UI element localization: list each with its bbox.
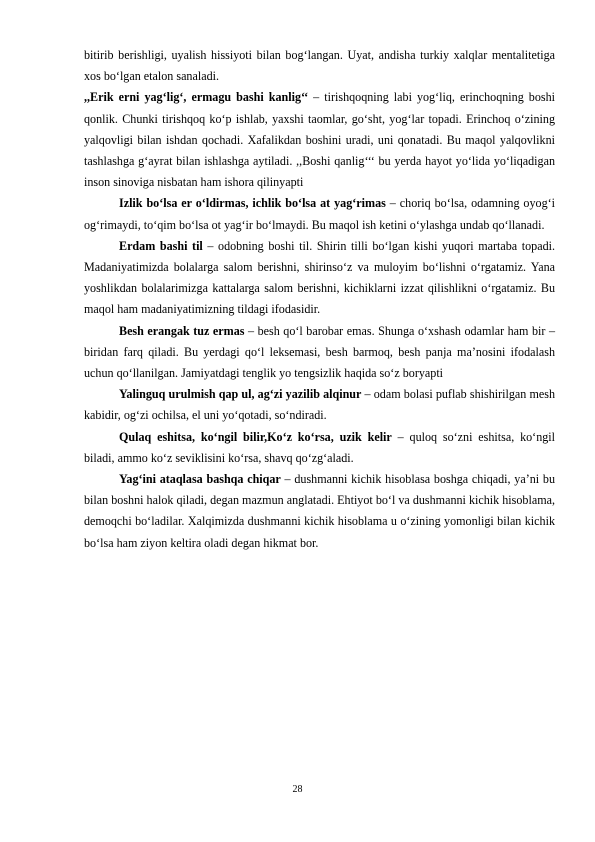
- page-number: 28: [292, 784, 303, 795]
- proverb-term: Yag‘ini ataqlasa bashqa chiqar: [119, 472, 281, 487]
- proverb-term: Besh erangak tuz ermas: [119, 323, 245, 338]
- proverb-term: Yalinguq urulmish qap ul, ag‘zi yazilib alqinur: [119, 387, 362, 402]
- proverb-explanation: – tirishqoqning labi yog‘liq, erinchoqning boshi qonlik. Chunki tirishqoq ko‘p ishlab, yaxshi taomlar, go‘sht, yog‘lar topadi. Erinchoq o‘zining yalqovligi bilan ishdan qochadi. Xafalikdan boshini uradi, uni qonatadi. Bu maqol yalqovlikni tashlashga g‘ayrat bilan ishlashga aytiladi. ,,Boshi qanlig‘‘‘ bu yerda hayot yo‘lida yo‘liqadigan inson sinoviga nisbatan ham ishora qilinyapti: [84, 90, 555, 190]
- paragraph-text: bitirib berishligi, uyalish hissiyoti bilan bog‘langan. Uyat, andisha turkiy xalqlar mentalitetiga xos bo‘lgan etalon sanaladi.: [84, 48, 555, 84]
- proverb-term: ,,Erik erni yag‘lig‘, ermagu bashi kanlig‘‘: [84, 90, 309, 105]
- proverb-explanation: – besh qo‘l barobar emas. Shunga o‘xshash odamlar ham bir – biridan farq qiladi. Bu yerdagi qo‘l leksemasi, besh barmoq, besh panja ma’nosini ifodalash uchun qo‘llanilgan. Jamiyatdagi tenglik yo tengsizlik haqida so‘z boryapti: [84, 323, 555, 381]
- proverb-term: Qulaq eshitsa, ko‘ngil bilir,Ko‘z ko‘rsa, uzik kelir: [119, 429, 392, 444]
- proverb-explanation: – dushmanni kichik hisoblasa boshga chiqadi, ya’ni bu bilan boshni halok qiladi, degan mazmun anglatadi. Ehtiyot bo‘l va dushmanni kichik hisoblama, demoqchi bo‘ladilar. Xalqimizda dushmanni kichik hisoblama u o‘zining yomonligi bilan kichik bo‘lsa ham ziyon keltira oladi degan hikmat bor.: [84, 472, 555, 550]
- paragraph-proverb-izlik: [84, 193, 555, 235]
- paragraph-proverb-besh: [84, 321, 555, 385]
- paragraph-proverb-erdam: [84, 236, 555, 321]
- proverb-explanation: – odobning boshi til. Shirin tilli bo‘lgan kishi yuqori martaba topadi. Madaniyatimizda bolalarga salom berishni, shirinso‘z va muloyim bo‘lishni o‘rgatamiz. Yana yoshlikdan bolalarimizga kattalarga salom berishni, kichiklarni izzat qilishlikni o‘rgatamiz. Bu maqol ham madaniyatimizning tildagi ifodasidir.: [84, 238, 555, 317]
- proverb-explanation: – quloq so‘zni eshitsa, ko‘ngil biladi, ammo ko‘z seviklisini ko‘rsa, shavq qo‘zg‘aladi.: [84, 429, 556, 465]
- paragraph-proverb-qulaq: [84, 427, 555, 469]
- document-page: [84, 45, 555, 554]
- paragraph-proverb-yagini: [84, 469, 555, 554]
- proverb-explanation: – choriq bo‘lsa, odamning oyog‘i og‘rimaydi, to‘qim bo‘lsa ot yag‘ir bo‘lmaydi. Bu maqol ish ketini o‘ylashga undab qo‘llanadi.: [84, 196, 555, 232]
- paragraph-proverb-yalinguq: [84, 384, 555, 426]
- proverb-explanation: – odam bolasi puflab shishirilgan mesh kabidir, og‘zi ochilsa, el uni yo‘qotadi, so‘ndiradi.: [84, 387, 555, 423]
- paragraph-proverb-erik: [84, 87, 555, 193]
- proverb-term: Erdam bashi til: [119, 238, 203, 253]
- proverb-term: Izlik bo‘lsa er o‘ldirmas, ichlik bo‘lsa at yag‘rimas: [119, 196, 386, 211]
- paragraph-intro: [84, 45, 555, 87]
